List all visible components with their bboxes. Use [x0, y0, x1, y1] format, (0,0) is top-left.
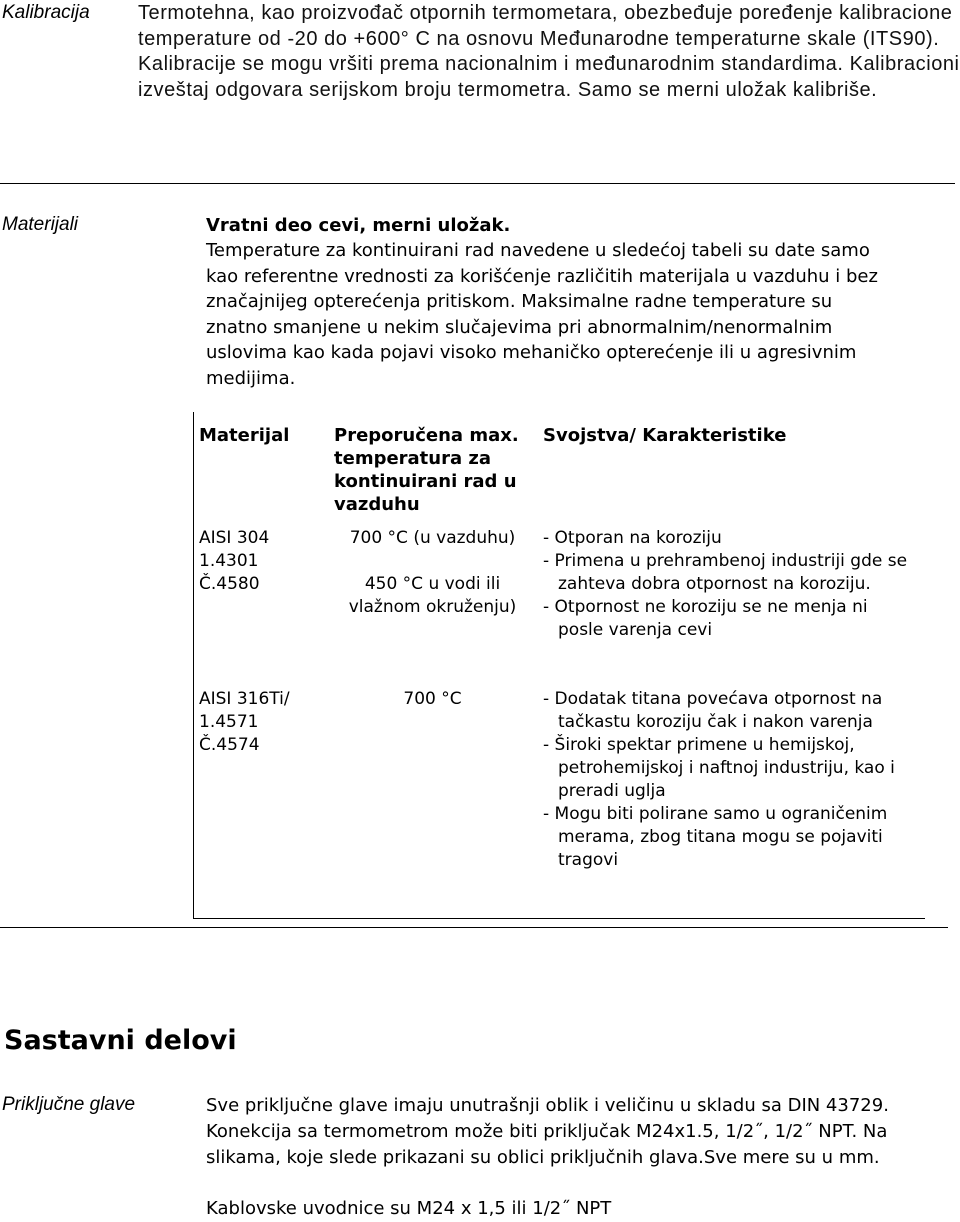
header-properties: Svojstva/ Karakteristike [543, 425, 787, 446]
table-row-2-material [199, 688, 290, 757]
table-row-1-material [199, 527, 269, 596]
header-material: Materijal [199, 425, 290, 446]
table-row-1-properties [543, 527, 918, 642]
material-number: 1.4301 [199, 551, 259, 571]
material-name: AISI 304 [199, 528, 270, 548]
temperature-air: 700 °C (u vazduhu) [349, 528, 516, 548]
cable-glands-text: Kablovske uvodnice su M24 x 1,5 ili 1/2˝ NPT [206, 1198, 612, 1219]
table-border-bottom [193, 918, 925, 919]
temperature-air: 700 °C [403, 689, 462, 709]
prikljucne-glave-text: Sve priključne glave imaju unutrašnji oblik i veličinu u skladu sa DIN 43729. Konekcija sa termometrom može biti priključak M24x1.5, 1/2˝, 1/2˝ NPT. Na slikama, koje slede prikazani su oblici priključnih glava.Sve mere su u mm. [206, 1095, 889, 1168]
table-border-left [193, 412, 194, 918]
table-row-2-properties [543, 688, 918, 872]
prikljucne-glave-label: Priključne glave [2, 1094, 136, 1115]
kalibracija-label: Kalibracija [2, 2, 90, 23]
kalibracija-text: Termotehna, kao proizvođač otpornih termometara, obezbeđuje poređenje kalibracione temperature od -20 do +600° C na osnovu Međunarodne temperaturne skale (ITS90). Kalibracije se mogu vršiti prema nacionalnim i međunarodnim standardima. Kalibracioni izveštaj odgovara serijskom broju termometra. Samo se merni uložak kalibriše. [138, 2, 960, 101]
materijali-text: Temperature za kontinuirani rad navedene u sledećoj tabeli su date samo kao referentne vrednosti za korišćenje različitih materijala u vazduhu i bez značajnijeg opterećenja pritiskom. Maksimalne radne temperature su znatno smanjene u nekim slučajevima pri abnormalnim/nenormalnim uslovima kao kada pojavi visoko mehaničko opterećenje ili u agresivnim medijima. [206, 240, 878, 389]
table-row-1-temperature [330, 527, 535, 619]
table-row-2-temperature [330, 688, 535, 711]
header-temperature: Preporučena max. temperatura za kontinuirani rad u vazduhu [334, 425, 519, 515]
section-title: Sastavni delovi [4, 1025, 237, 1056]
material-name: AISI 316Ti/ [199, 689, 290, 709]
material-jus-code: Č.4574 [199, 735, 260, 755]
property-item: - Dodatak titana povećava otpornost na tačkastu koroziju čak i nakon varenja [543, 689, 883, 732]
property-item: - Široki spektar primene u hemijskoj, petrohemijskoj i naftnoj industriju, kao i preradi uglja [543, 735, 895, 801]
materijali-label: Materijali [2, 214, 79, 235]
material-jus-code: Č.4580 [199, 574, 260, 594]
property-item: - Primena u prehrambenoj industriji gde se zahteva dobra otpornost na koroziju. [543, 551, 908, 594]
property-item: - Otporan na koroziju [543, 528, 722, 548]
temperature-water: 450 °C u vodi ili vlažnom okruženju) [348, 574, 517, 617]
section-divider [0, 183, 955, 184]
property-item: - Otpornost ne koroziju se ne menja ni posle varenja cevi [543, 597, 868, 640]
materijali-heading: Vratni deo cevi, merni uložak. [206, 215, 511, 236]
material-number: 1.4571 [199, 712, 259, 732]
section-divider [0, 927, 948, 928]
property-item: - Mogu biti polirane samo u ograničenim merama, zbog titana mogu se pojaviti tragovi [543, 804, 888, 870]
